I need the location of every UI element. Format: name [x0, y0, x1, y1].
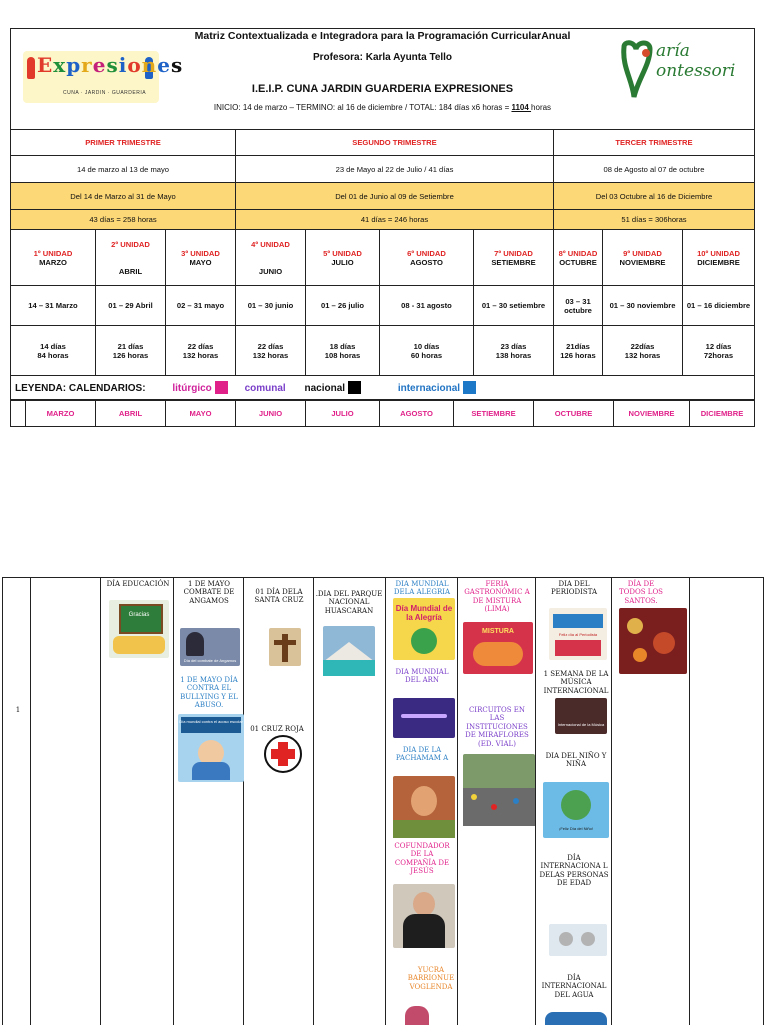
unit-6-range: 08 - 31 agosto [380, 286, 474, 326]
angamos-image: Día del combate de Angamos [180, 628, 240, 666]
unit-8: 8º UNIDAD OCTUBRE [554, 230, 603, 286]
unit-6-hours: 10 días 60 horas [380, 326, 474, 376]
trimester-3-period: Del 03 Octubre al 16 de Diciembre [554, 183, 755, 210]
trimester-2-name: SEGUNDO TRIMESTRE [236, 130, 554, 156]
month-setiembre: SETIEMBRE [454, 401, 534, 427]
event-mistura: FERIA GASTRONÓMIC A DE MISTURA (LIMA) [464, 580, 530, 614]
teacher-name: Profesora: Karla Ayunta Tello [312, 52, 453, 63]
trimester-2-period: Del 01 de Junio al 09 de Setiembre [236, 183, 554, 210]
bullying-image: Día mundial contra el acoso escolar [178, 714, 244, 782]
unit-10-range: 01 – 16 diciembre [683, 286, 755, 326]
mistura-image: MISTURA [463, 622, 533, 674]
unit-1: 1º UNIDAD MARZO [11, 230, 96, 286]
montessori-word-1: aría [656, 41, 690, 61]
huascaran-image [323, 626, 375, 676]
unit-8-range: 03 – 31 octubre [554, 286, 603, 326]
month-octubre: OCTUBRE [534, 401, 614, 427]
trimester-1-range: 14 de marzo al 13 de mayo [11, 156, 236, 183]
trimester-1-period: Del 14 de Marzo al 31 de Mayo [11, 183, 236, 210]
montessori-word-2: ontessori [656, 61, 736, 81]
matrix-table [10, 28, 755, 400]
event-combate-angamos: 1 DE MAYO COMBATE DE ANGAMOS [183, 580, 235, 605]
trimester-1-name: PRIMER TRIMESTRE [11, 130, 236, 156]
month-noviembre: NOVIEMBRE [614, 401, 690, 427]
title-block [11, 29, 755, 130]
expresiones-logo-word: Expresiones [37, 53, 184, 77]
expresiones-logo-sub: CUNA · JARDIN · GUARDERIA [63, 90, 147, 96]
trimester-1-hours: 43 días = 258 horas [11, 210, 236, 230]
event-circuitos: CIRCUITOS EN LAS INSTITUCIONES DE MIRAFLORES (ED. VIAL) [465, 706, 529, 748]
event-cruz-roja: 01 CRUZ ROJA [250, 725, 304, 733]
unit-3: 3º UNIDAD MAYO [166, 230, 236, 286]
event-personas-edad: DÍA INTERNACIONA L DELAS PERSONAS DE EDAD [539, 854, 609, 888]
event-huascaran: .DIA DEL PARQUE NACIONAL HUASCARAN [315, 590, 383, 615]
unit-9: 9º UNIDAD NOVIEMBRE [603, 230, 683, 286]
unit-4: 4º UNIDAD JUNIO [236, 230, 306, 286]
month-julio: JULIO [306, 401, 380, 427]
calendar-legend: LEYENDA: CALENDARIOS: litúrgico comunal nacional internacional [11, 376, 755, 400]
unit-2-range: 01 – 29 Abril [96, 286, 166, 326]
events-table [2, 577, 764, 1025]
event-dia-nino: DIA DEL NIÑO Y NIÑA [545, 752, 607, 769]
musica-image: Internacional de la Música [555, 698, 607, 734]
event-dia-alegria: DIA MUNDIAL DELA ALEGRIA [393, 580, 451, 597]
month-mayo: MAYO [166, 401, 236, 427]
montessori-logo [616, 37, 744, 105]
agua-image [545, 1012, 607, 1025]
curriculum-matrix-header [10, 28, 754, 436]
unit-1-range: 14 – 31 Marzo [11, 286, 96, 326]
month-junio: JUNIO [236, 401, 306, 427]
unit-1-hours: 14 días 84 horas [11, 326, 96, 376]
trimester-3-hours: 51 días = 306horas [554, 210, 755, 230]
todos-santos-image [619, 608, 687, 674]
red-cross-icon [263, 734, 303, 774]
unit-5-hours: 18 días 108 horas [306, 326, 380, 376]
event-pachamama: DIA DE LA PACHAMAM A [395, 746, 449, 763]
circuitos-image [463, 754, 535, 826]
unit-hours-row [11, 326, 755, 376]
event-santa-cruz: 01 DÍA DELA SANTA CRUZ [254, 588, 304, 605]
unit-10: 10º UNIDAD DICIEMBRE [683, 230, 755, 286]
legend-liturgico: litúrgico [172, 383, 212, 394]
month-marzo: MARZO [26, 401, 96, 427]
event-yucra: YUCRA BARRIONUE VOGLENDA [407, 966, 455, 991]
month-agosto: AGOSTO [380, 401, 454, 427]
cofundador-image [393, 884, 455, 948]
event-bullying: 1 DE MAYO DÍA CONTRA EL BULLYING Y EL ABUSO. [180, 676, 238, 710]
unit-7-hours: 23 días 138 horas [474, 326, 554, 376]
month-abril: ABRIL [96, 401, 166, 427]
event-dia-arn: DIA MUNDIAL DEL ARN [395, 668, 449, 685]
event-dia-educacion: DÍA EDUCACIÓN [106, 580, 170, 588]
event-todos-santos: DÍA DE TODOS LOS SANTOS. [619, 580, 663, 605]
event-semana-musica: 1 SEMANA DE LA MÚSICA INTERNACIONAL [543, 670, 609, 695]
cross-image [269, 628, 301, 666]
montessori-heart-icon [616, 39, 660, 103]
periodista-image: Feliz día al Periodista [549, 608, 607, 660]
legend-comunal: comunal [244, 383, 286, 394]
unit-10-hours: 12 días 72horas [683, 326, 755, 376]
unit-2-hours: 21 días 126 horas [96, 326, 166, 376]
units-row [11, 230, 755, 286]
unit-6: 6º UNIDAD AGOSTO [380, 230, 474, 286]
months-row-blank [11, 401, 26, 427]
nino-image: ¡Feliz Día del Niño! [543, 782, 609, 838]
event-cofundador: COFUNDADOR DE LA COMPAÑÍA DE JESÚS [394, 842, 450, 876]
school-dates: INICIO: 14 de marzo – TERMINO: al 16 de diciembre / TOTAL: 184 días x6 horas = 1104 horas [213, 103, 552, 112]
unit-ranges-row [11, 286, 755, 326]
unit-8-hours: 21días 126 horas [554, 326, 603, 376]
pachamama-image [393, 776, 455, 838]
legend-nacional-swatch [348, 381, 361, 394]
trimester-2-range: 23 de Mayo al 22 de Julio / 41 días [236, 156, 554, 183]
legend-internacional: internacional [397, 383, 461, 394]
arn-image [393, 698, 455, 738]
event-periodista: DIA DEL PERIODISTA [550, 580, 598, 597]
unit-4-range: 01 – 30 junio [236, 286, 306, 326]
unit-4-hours: 22 días 132 horas [236, 326, 306, 376]
event-dia-agua: DÍA INTERNACIONAL DEL AGUA [541, 974, 607, 999]
unit-7: 7º UNIDAD SETIEMBRE [474, 230, 554, 286]
legend-row [11, 376, 755, 400]
unit-2: 2º UNIDAD ABRIL [96, 230, 166, 286]
education-illustration: Gracias [109, 600, 169, 658]
unit-9-hours: 22días 132 horas [603, 326, 683, 376]
unit-9-range: 01 – 30 noviembre [603, 286, 683, 326]
unit-5: 5º UNIDAD JULIO [306, 230, 380, 286]
month-diciembre: DICIEMBRE [690, 401, 755, 427]
personas-edad-image [549, 924, 607, 956]
document-title: Matriz Contextualizada e Integradora para la Programación CurricularAnual [194, 30, 571, 42]
trimester-2-hours: 41 días = 246 horas [236, 210, 554, 230]
legend-internacional-swatch [463, 381, 476, 394]
unit-3-range: 02 – 31 mayo [166, 286, 236, 326]
legend-nacional: nacional [304, 383, 346, 394]
legend-liturgico-swatch [215, 381, 228, 394]
unit-7-range: 01 – 30 setiembre [474, 286, 554, 326]
trimester-3-range: 08 de Agosto al 07 de octubre [554, 156, 755, 183]
row-number: 1 [15, 706, 21, 714]
trimester-3-name: TERCER TRIMESTRE [554, 130, 755, 156]
months-table [10, 400, 755, 427]
yucra-image [405, 1006, 429, 1025]
unit-5-range: 01 – 26 julio [306, 286, 380, 326]
unit-3-hours: 22 días 132 horas [166, 326, 236, 376]
school-name: I.E.I.P. CUNA JARDIN GUARDERIA EXPRESIONES [251, 83, 514, 95]
alegria-image: Día Mundial de la Alegría [393, 598, 455, 660]
